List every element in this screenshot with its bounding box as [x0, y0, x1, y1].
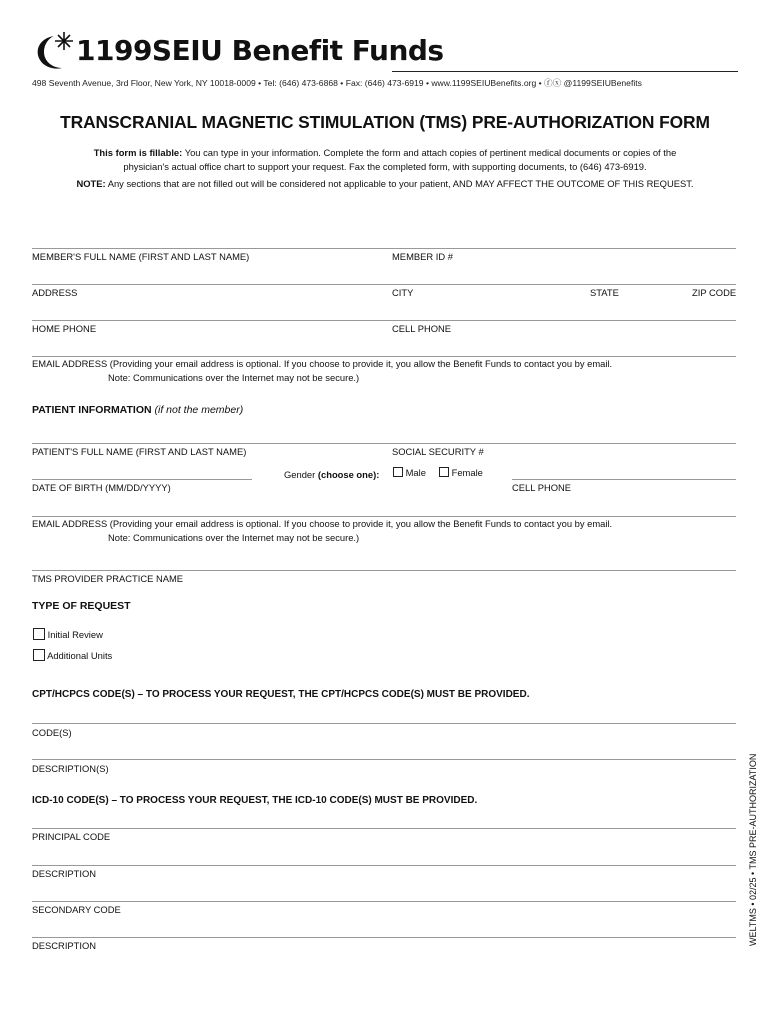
member-id-label: MEMBER ID # [392, 251, 453, 262]
member-home-phone-label: HOME PHONE [32, 323, 97, 334]
intro-text: You can type in your information. Complete the form and attach copies of pertinent medical documents or copies of the physician's actual office chart to support your request. Fax the completed form, with supporting documents, to (646) 473-6919. [123, 147, 677, 172]
cpt-descriptions-label: DESCRIPTION(S) [32, 763, 109, 774]
gender-choose-text: (choose one): [317, 469, 380, 480]
initial-review-option[interactable] [33, 628, 103, 640]
patient-email-note: Note: Communications over the Internet may not be secure.) [108, 532, 360, 543]
cpt-descriptions-line[interactable] [32, 759, 736, 760]
female-label: Female [451, 467, 483, 478]
gender-male-option[interactable] [393, 467, 426, 478]
logo-text: 1199SEIU Benefit Funds [76, 34, 444, 67]
cpt-section-title: CPT/HCPCS CODE(S) – TO PROCESS YOUR REQUEST, THE CPT/HCPCS CODE(S) MUST BE PROVIDED. [32, 689, 530, 700]
patient-section-sub: (if not the member) [154, 404, 244, 416]
request-section-title: TYPE OF REQUEST [32, 600, 131, 612]
icd-section-title: ICD-10 CODE(S) – TO PROCESS YOUR REQUEST, THE ICD-10 CODE(S) MUST BE PROVIDED. [32, 795, 478, 806]
icd-principal-code-label: PRINCIPAL CODE [32, 831, 111, 842]
member-zip-label: ZIP CODE [692, 287, 737, 298]
member-city-label: CITY [392, 287, 414, 298]
header-rule [392, 71, 738, 72]
member-email-note: Note: Communications over the Internet may not be secure.) [108, 372, 360, 383]
note-text: Any sections that are not filled out will be considered not applicable to your patient, AND MAY AFFECT THE OUTCOME OF THIS REQUEST. [105, 178, 694, 189]
gender-female-option[interactable] [439, 467, 483, 478]
initial-review-checkbox[interactable] [33, 628, 45, 640]
logo-swoosh-icon [32, 30, 80, 74]
initial-review-label: Initial Review [47, 629, 103, 640]
patient-cell-phone-label: CELL PHONE [512, 482, 572, 493]
member-address-line[interactable] [32, 284, 736, 285]
form-intro [70, 146, 700, 174]
patient-name-line[interactable] [32, 443, 736, 444]
male-checkbox[interactable] [393, 467, 403, 477]
cpt-codes-line[interactable] [32, 723, 736, 724]
icd-secondary-line[interactable] [32, 901, 736, 902]
provider-practice-line[interactable] [32, 570, 736, 571]
patient-dob-label: DATE OF BIRTH (MM/DD/YYYY) [32, 482, 171, 493]
cpt-codes-label: CODE(S) [32, 727, 72, 738]
male-label: Male [405, 467, 426, 478]
form-note [40, 178, 730, 189]
icd-secondary-code-label: SECONDARY CODE [32, 904, 121, 915]
icd-description-1-line[interactable] [32, 865, 736, 866]
patient-ssn-label: SOCIAL SECURITY # [392, 446, 484, 457]
member-full-name-label: MEMBER'S FULL NAME (FIRST AND LAST NAME) [32, 251, 250, 262]
patient-cell-line[interactable] [512, 479, 736, 480]
contact-address-line: 498 Seventh Avenue, 3rd Floor, New York, NY 10018-0009 • Tel: (646) 473-6868 • Fax: (646) 473-6919 • www.1199SEIUBenefits.org • ⓕⓧ @1199SEIUBenefits [32, 78, 642, 88]
intro-bold: This form is fillable: [93, 147, 183, 158]
icd-description-2-line[interactable] [32, 937, 736, 938]
female-checkbox[interactable] [439, 467, 449, 477]
patient-full-name-label: PATIENT'S FULL NAME (FIRST AND LAST NAME) [32, 446, 247, 457]
form-id-vertical: WELTMS • 02/25 • TMS PRE-AUTHORIZATION [748, 753, 758, 946]
icd-description-2-label: DESCRIPTION [32, 940, 97, 951]
gender-label-text: Gender [284, 469, 318, 480]
member-name-line[interactable] [32, 248, 736, 249]
additional-units-label: Additional Units [47, 650, 113, 661]
note-bold: NOTE: [76, 178, 106, 189]
provider-practice-label: TMS PROVIDER PRACTICE NAME [32, 573, 184, 584]
gender-label [284, 469, 379, 480]
icd-description-1-label: DESCRIPTION [32, 868, 97, 879]
patient-email-label: EMAIL ADDRESS (Providing your email address is optional. If you choose to provide it, you allow the Benefit Funds to contact you by email. [32, 518, 613, 529]
member-phone-line[interactable] [32, 320, 736, 321]
patient-dob-line[interactable] [32, 479, 252, 480]
member-email-label: EMAIL ADDRESS (Providing your email address is optional. If you choose to provide it, you allow the Benefit Funds to contact you by email. [32, 358, 613, 369]
icd-principal-line[interactable] [32, 828, 736, 829]
additional-units-checkbox[interactable] [33, 649, 45, 661]
patient-section-title [32, 404, 243, 416]
member-cell-phone-label: CELL PHONE [392, 323, 452, 334]
patient-section-heading: PATIENT INFORMATION [32, 404, 152, 416]
form-title: TRANSCRANIAL MAGNETIC STIMULATION (TMS) PRE-AUTHORIZATION FORM [60, 112, 710, 132]
member-address-label: ADDRESS [32, 287, 78, 298]
additional-units-option[interactable] [33, 649, 112, 661]
member-state-label: STATE [590, 287, 619, 298]
